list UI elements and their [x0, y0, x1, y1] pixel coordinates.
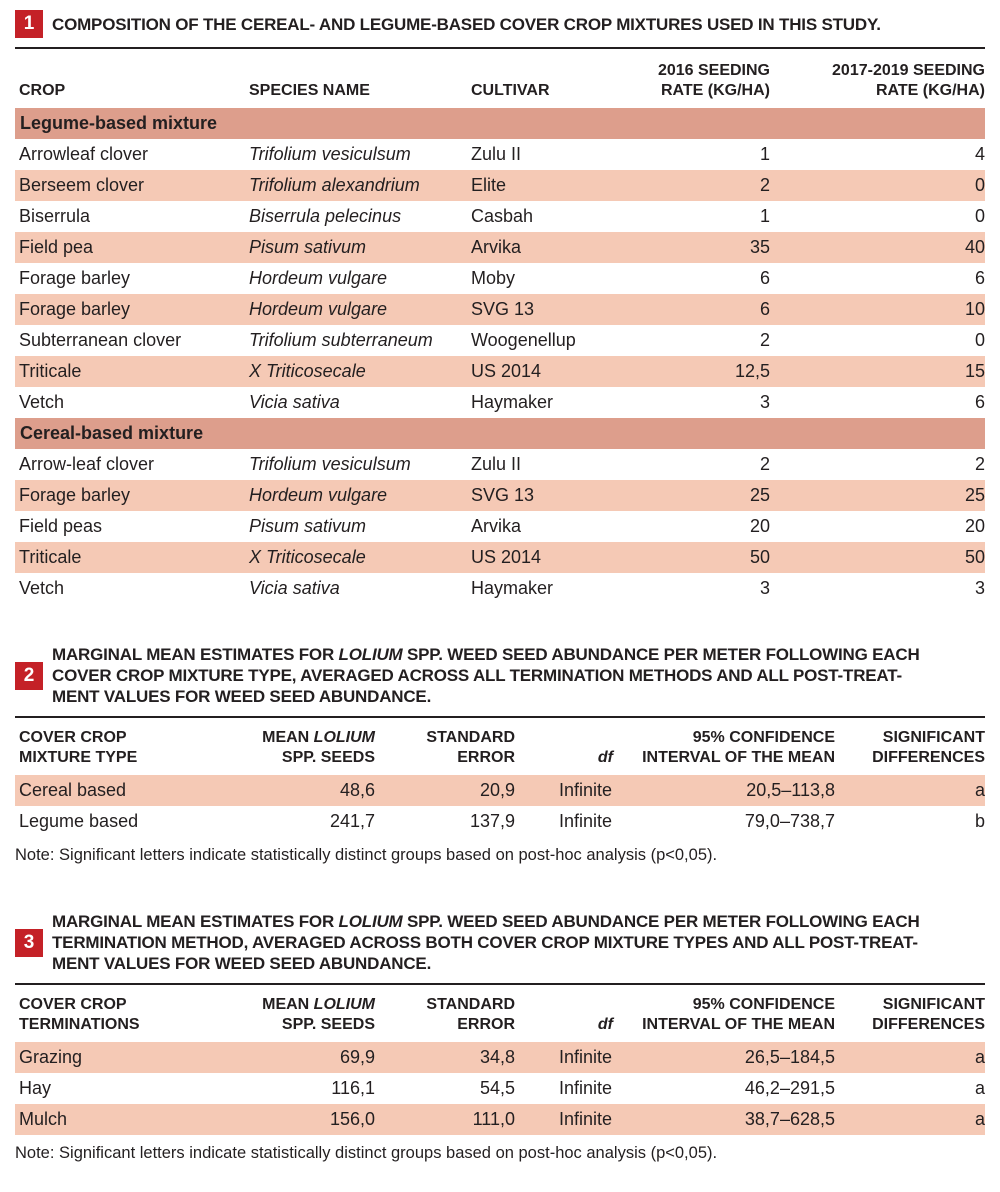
italic-genus-name: LOLIUM [313, 729, 375, 746]
table3-number-badge: 3 [15, 929, 43, 957]
column-header-significant-differences: SIGNIFICANT DIFFERENCES [872, 729, 985, 766]
table2-footnote: Note: Significant letters indicate statistically distinct groups based on post-hoc analysis (p<0,05). [15, 846, 718, 864]
rate-2017-cell: 4 [974, 144, 985, 164]
table2-number-badge: 2 [15, 662, 43, 690]
rate-2016-cell: 1 [759, 144, 770, 164]
table-row [15, 201, 985, 232]
rate-2016-cell: 3 [759, 392, 770, 412]
column-header-standard-error: STANDARD ERROR [426, 996, 515, 1033]
species-cell: Vicia sativa [249, 392, 340, 412]
cultivar-cell: Elite [471, 175, 507, 195]
species-cell: Trifolium vesiculsum [249, 454, 411, 474]
column-header-cultivar: CULTIVAR [471, 82, 550, 99]
rate-2016-cell: 2 [759, 454, 770, 474]
table-row [15, 573, 985, 604]
crop-cell: Vetch [19, 392, 65, 412]
table-row [15, 387, 985, 418]
rate-2016-cell: 3 [759, 578, 770, 598]
crop-cell: Biserrula [19, 206, 91, 226]
table2-header-row [15, 728, 985, 775]
crop-cell: Forage barley [19, 485, 131, 505]
table-row [15, 480, 985, 511]
section-header-legume-mixture: Legume-based mixture [15, 108, 985, 139]
table1-caption [15, 10, 985, 49]
crop-cell: Triticale [19, 361, 82, 381]
species-cell: Vicia sativa [249, 578, 340, 598]
df-cell: Infinite [559, 1078, 613, 1098]
rate-2017-cell: 6 [974, 392, 985, 412]
table1-figure [15, 10, 985, 604]
rate-2016-cell: 25 [749, 485, 770, 505]
crop-cell: Subterranean clover [19, 330, 182, 350]
table-row [15, 356, 985, 387]
species-cell: Trifolium vesiculsum [249, 144, 411, 164]
cultivar-cell: Zulu II [471, 454, 522, 474]
standard-error-cell: 111,0 [472, 1109, 515, 1129]
table-row [15, 1042, 985, 1073]
cultivar-cell: Arvika [471, 516, 522, 536]
significance-cell: a [974, 1109, 985, 1129]
standard-error-cell: 54,5 [479, 1078, 515, 1098]
cultivar-cell: Haymaker [471, 392, 554, 412]
column-header-crop: CROP [19, 82, 66, 99]
crop-cell: Vetch [19, 578, 65, 598]
column-header-species: SPECIES NAME [249, 82, 370, 99]
column-header-terminations: COVER CROP TERMINATIONS [19, 996, 140, 1033]
significance-cell: a [974, 1078, 985, 1098]
rate-2017-cell: 0 [974, 175, 985, 195]
italic-genus-name: LOLIUM [338, 645, 403, 664]
confidence-interval-cell: 38,7–628,5 [744, 1109, 835, 1129]
confidence-interval-cell: 79,0–738,7 [744, 811, 835, 831]
rate-2016-cell: 2 [759, 175, 770, 195]
rate-2017-cell: 6 [974, 268, 985, 288]
section-header-cereal-mixture: Cereal-based mixture [15, 418, 985, 449]
confidence-interval-cell: 46,2–291,5 [744, 1078, 835, 1098]
table3-title: MARGINAL MEAN ESTIMATES FOR LOLIUM SPP. WEED SEED ABUNDANCE PER METER FOLLOWING EACH TERMINATION METHOD, AVERAGED ACROSS BOTH COVER CROP MIXTURE TYPES AND ALL POST-TREAT- MENT VALUES FOR WEED SEED ABUNDANCE. [52, 912, 920, 973]
cultivar-cell: Woogenellup [471, 330, 576, 350]
standard-error-cell: 34,8 [479, 1047, 515, 1067]
rate-2016-cell: 1 [759, 206, 770, 226]
italic-genus-name: LOLIUM [313, 996, 375, 1013]
table2-figure [15, 644, 985, 865]
cultivar-cell: SVG 13 [471, 299, 535, 319]
mixture-type-cell: Cereal based [19, 780, 127, 800]
rate-2017-cell: 10 [964, 299, 985, 319]
crop-cell: Triticale [19, 547, 82, 567]
table2-title: MARGINAL MEAN ESTIMATES FOR LOLIUM SPP. WEED SEED ABUNDANCE PER METER FOLLOWING EACH COVER CROP MIXTURE TYPE, AVERAGED ACROSS ALL TERMINATION METHODS AND ALL POST-TREAT- MENT VALUES FOR WEED SEED ABUNDANCE. [52, 645, 920, 706]
species-cell: Hordeum vulgare [249, 299, 388, 319]
species-cell: Pisum sativum [249, 516, 367, 536]
rate-2017-cell: 0 [974, 206, 985, 226]
column-header-mixture-type: COVER CROP MIXTURE TYPE [19, 729, 138, 766]
df-cell: Infinite [559, 1109, 613, 1129]
cultivar-cell: SVG 13 [471, 485, 535, 505]
termination-cell: Mulch [19, 1109, 68, 1129]
column-header-df: df [597, 1016, 613, 1033]
table2-caption [15, 644, 985, 718]
rate-2016-cell: 6 [759, 299, 770, 319]
confidence-interval-cell: 20,5–113,8 [746, 780, 835, 800]
crop-cell: Field pea [19, 237, 94, 257]
rate-2017-cell: 2 [974, 454, 985, 474]
crop-cell: Field peas [19, 516, 103, 536]
rate-2017-cell: 0 [974, 330, 985, 350]
column-header-rate-2017-2019: 2017-2019 SEEDING RATE (KG/HA) [832, 62, 985, 99]
cereal-mixture-rows [15, 449, 985, 604]
significance-cell: b [974, 811, 985, 831]
species-cell: Trifolium subterraneum [249, 330, 433, 350]
crop-cell: Forage barley [19, 299, 131, 319]
species-cell: X Triticosecale [249, 547, 366, 567]
legume-mixture-rows [15, 139, 985, 418]
table-row [15, 1104, 985, 1135]
column-header-significant-differences: SIGNIFICANT DIFFERENCES [872, 996, 985, 1033]
table-row [15, 263, 985, 294]
rate-2016-cell: 2 [759, 330, 770, 350]
species-cell: Trifolium alexandrium [249, 175, 420, 195]
rate-2017-cell: 20 [964, 516, 985, 536]
rate-2016-cell: 20 [749, 516, 770, 536]
table-row [15, 511, 985, 542]
table1-number-badge: 1 [15, 10, 43, 38]
rate-2017-cell: 50 [964, 547, 985, 567]
cultivar-cell: Haymaker [471, 578, 554, 598]
column-header-rate-2016: 2016 SEEDING RATE (KG/HA) [657, 62, 770, 99]
italic-genus-name: LOLIUM [338, 912, 403, 931]
crop-cell: Berseem clover [19, 175, 145, 195]
rate-2017-cell: 3 [974, 578, 985, 598]
table-row [15, 1073, 985, 1104]
mean-seeds-cell: 156,0 [329, 1109, 375, 1129]
column-header-df: df [597, 749, 613, 766]
rate-2017-cell: 40 [964, 237, 985, 257]
standard-error-cell: 137,9 [469, 811, 515, 831]
significance-cell: a [974, 780, 985, 800]
table2-rows [15, 775, 985, 837]
table-row [15, 139, 985, 170]
table1-title: COMPOSITION OF THE CEREAL- AND LEGUME-BASED COVER CROP MIXTURES USED IN THIS STUDY. [52, 14, 881, 34]
species-cell: Biserrula pelecinus [249, 206, 402, 226]
rate-2016-cell: 12,5 [734, 361, 770, 381]
df-cell: Infinite [559, 811, 613, 831]
species-cell: X Triticosecale [249, 361, 366, 381]
table-row [15, 170, 985, 201]
confidence-interval-cell: 26,5–184,5 [744, 1047, 835, 1067]
mean-seeds-cell: 48,6 [339, 780, 375, 800]
cultivar-cell: Casbah [471, 206, 534, 226]
cultivar-cell: US 2014 [471, 547, 542, 567]
table-row [15, 806, 985, 837]
crop-cell: Forage barley [19, 268, 131, 288]
column-header-standard-error: STANDARD ERROR [426, 729, 515, 766]
column-header-confidence-interval: 95% CONFIDENCE INTERVAL OF THE MEAN [642, 729, 835, 766]
df-cell: Infinite [559, 780, 613, 800]
df-cell: Infinite [559, 1047, 613, 1067]
table-row [15, 232, 985, 263]
table-row [15, 325, 985, 356]
species-cell: Hordeum vulgare [249, 268, 388, 288]
table1-header-row [15, 61, 985, 108]
mean-seeds-cell: 69,9 [339, 1047, 375, 1067]
column-header-mean-seeds: MEAN LOLIUM SPP. SEEDS [262, 996, 375, 1033]
crop-cell: Arrowleaf clover [19, 144, 149, 164]
standard-error-cell: 20,9 [479, 780, 515, 800]
table-row [15, 542, 985, 573]
table3-rows [15, 1042, 985, 1135]
cultivar-cell: Moby [471, 268, 516, 288]
termination-cell: Hay [19, 1078, 52, 1098]
crop-cell: Arrow-leaf clover [19, 454, 155, 474]
mean-seeds-cell: 241,7 [329, 811, 375, 831]
rate-2016-cell: 50 [749, 547, 770, 567]
termination-cell: Grazing [19, 1047, 83, 1067]
cultivar-cell: Arvika [471, 237, 522, 257]
rate-2016-cell: 6 [759, 268, 770, 288]
rate-2017-cell: 25 [964, 485, 985, 505]
significance-cell: a [974, 1047, 985, 1067]
column-header-confidence-interval: 95% CONFIDENCE INTERVAL OF THE MEAN [642, 996, 835, 1033]
mixture-type-cell: Legume based [19, 811, 139, 831]
table3-header-row [15, 995, 985, 1042]
column-header-mean-seeds: MEAN LOLIUM SPP. SEEDS [262, 729, 375, 766]
table-row [15, 775, 985, 806]
cultivar-cell: Zulu II [471, 144, 522, 164]
table3-caption [15, 911, 985, 985]
table3-footnote: Note: Significant letters indicate statistically distinct groups based on post-hoc analysis (p<0,05). [15, 1144, 718, 1162]
table-row [15, 449, 985, 480]
mean-seeds-cell: 116,1 [331, 1078, 375, 1098]
species-cell: Pisum sativum [249, 237, 367, 257]
table-row [15, 294, 985, 325]
cultivar-cell: US 2014 [471, 361, 542, 381]
rate-2016-cell: 35 [749, 237, 770, 257]
rate-2017-cell: 15 [964, 361, 985, 381]
species-cell: Hordeum vulgare [249, 485, 388, 505]
table3-figure [15, 911, 985, 1163]
